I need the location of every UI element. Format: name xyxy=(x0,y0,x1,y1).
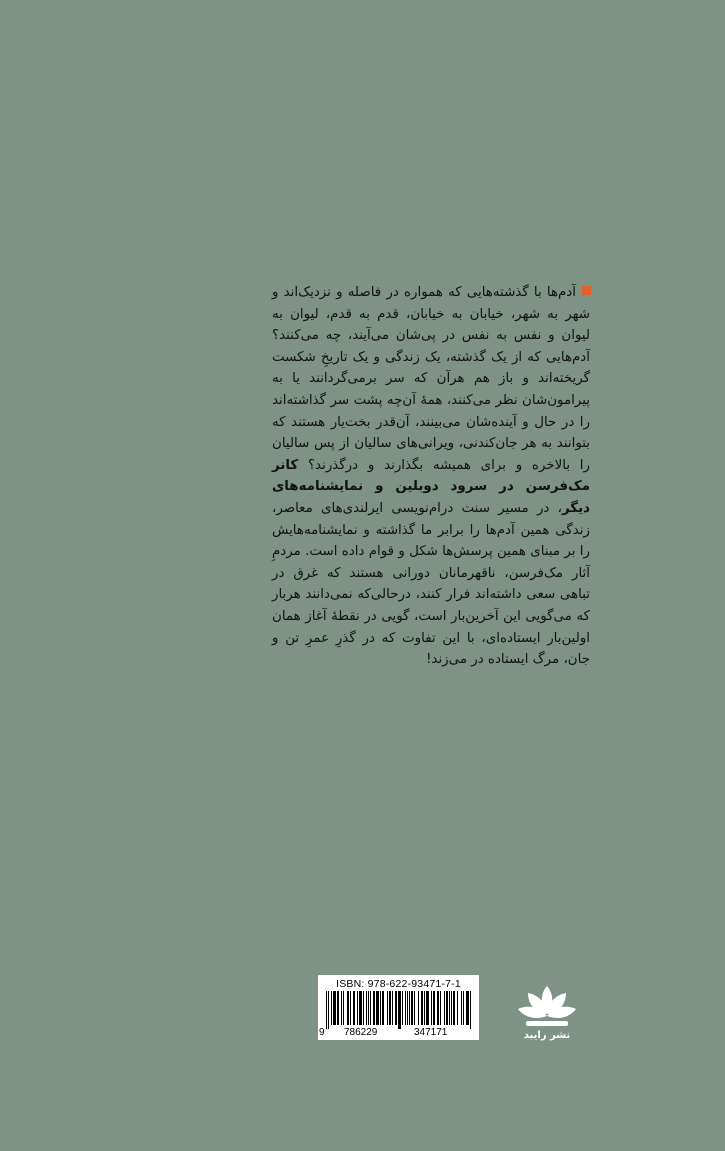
isbn-barcode xyxy=(318,975,479,1040)
back-cover-blurb xyxy=(272,282,590,671)
barcode-bars xyxy=(324,991,473,1029)
blurb-rest: ، در مسیر سنت درام‌نویسی ایرلندی‌های معاصر، زندگی همین آدم‌ها را برابر ما گذاشته و نمایشنامه‌هایش را بر مبنای همین پرسش‌ها شکل و قوام داده است. مردمِ آثار مک‌فرسن، ناقهرمانان دورانی هستند که غرق در تباهی سعی داشته‌اند فرار کنند، درحالی‌که نمی‌دانند هربار که می‌گویی این آخرین‌بار است، گویی در نقطهٔ آغاز همان اولین‌بار ایستاده‌ای، با این تفاوت که در گذرِ عمرِ تن و جان، مرگ ایستاده در می‌زند! xyxy=(272,500,590,668)
blurb-book-title: کانر مک‌فرسن در سرود دوبلین و نمایشنامه‌های دیگر xyxy=(272,457,590,516)
isbn-number: ISBN: 978-622-93471-7-1 xyxy=(336,978,461,990)
barcode-digits-right: 347171 xyxy=(414,1027,448,1038)
blurb-intro: آدم‌ها با گذشته‌هایی که همواره در فاصله و نزدیک‌اند و شهر به شهر، خیابان به خیابان، قدم به قدم، لیوان به لیوان و نفس به نفس در پی‌شان می‌آیند، چه می‌کنند؟ آدم‌هایی که از یک گذشته، یک زندگی و یک تاریخِ شکست گریخته‌اند و باز هم هرآن که سر برمی‌گردانند یا به پیرامون‌شان نظر می‌کنند، همهٔ آن‌چه پشت سر گذاشته‌اند را در حال و آینده‌شان می‌بینند، آن‌قدر بخت‌یار هستند که بتوانند به هر جان‌کندنی، ویرانی‌های سالیان از پس سالیان را بالاخره و برای همیشه بگذارند و درگذرند؟ xyxy=(272,285,590,473)
barcode-digits-left: 786229 xyxy=(344,1027,378,1038)
barcode-digit-first: 9 xyxy=(319,1027,325,1038)
publisher-name: نشر رایبد xyxy=(523,1030,571,1041)
